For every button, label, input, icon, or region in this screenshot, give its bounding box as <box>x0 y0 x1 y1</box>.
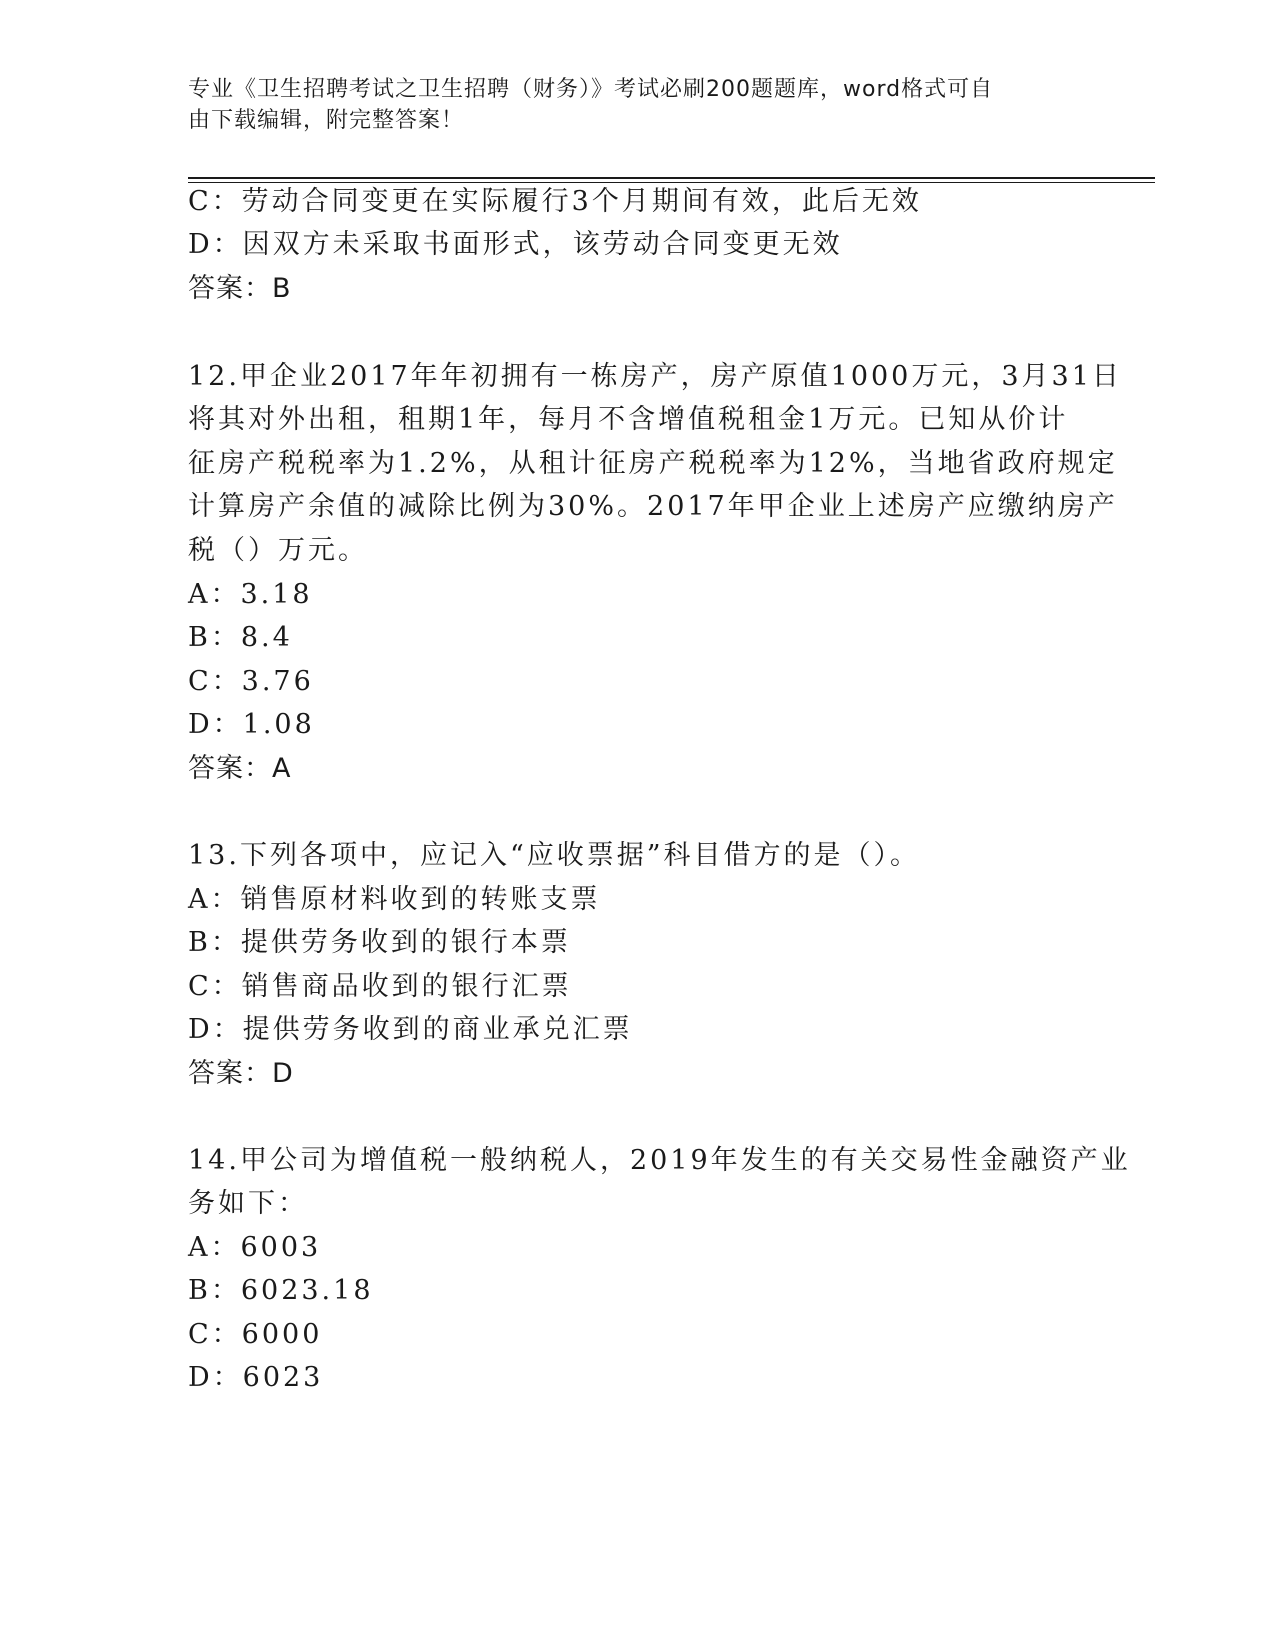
prev-answer <box>188 270 292 308</box>
q12-stem-line-4: 计算房产余值的减除比例为30%。2017年甲企业上述房产应缴纳房产 <box>188 491 1118 522</box>
header-divider-thick <box>188 177 1155 179</box>
q14-option-b: B：6023.18 <box>188 1275 374 1306</box>
q13-option-c: C：销售商品收到的银行汇票 <box>188 971 572 1002</box>
answer-value: D <box>272 1058 294 1089</box>
q12-option-a: A：3.18 <box>188 579 313 610</box>
q12-stem-line-2: 将其对外出租，租期1年，每月不含增值税租金1万元。已知从价计 <box>188 404 1069 435</box>
q14-option-d: D：6023 <box>188 1362 324 1393</box>
answer-label: 答案： <box>188 273 272 304</box>
q12-answer <box>188 750 291 788</box>
prev-option-d: D：因双方未采取书面形式，该劳动合同变更无效 <box>188 229 843 260</box>
q12-stem-line-1: 12.甲企业2017年年初拥有一栋房产，房产原值1000万元，3月31日 <box>188 361 1122 392</box>
q12-stem-line-5: 税（）万元。 <box>188 535 368 566</box>
q12-stem-line-3: 征房产税税率为1.2%，从租计征房产税税率为12%，当地省政府规定 <box>188 448 1118 479</box>
answer-value: B <box>272 273 292 304</box>
q12-option-c: C：3.76 <box>188 666 314 697</box>
q14-stem-line-1: 14.甲公司为增值税一般纳税人，2019年发生的有关交易性金融资产业 <box>188 1145 1131 1176</box>
q13-option-b: B：提供劳务收到的银行本票 <box>188 927 571 958</box>
document-header <box>188 74 1068 136</box>
q14-stem-line-2: 务如下： <box>188 1188 308 1219</box>
q13-option-a: A：销售原材料收到的转账支票 <box>188 884 601 915</box>
answer-value: A <box>272 753 292 784</box>
prev-option-c: C：劳动合同变更在实际履行3个月期间有效，此后无效 <box>188 186 922 217</box>
q12-option-b: B：8.4 <box>188 622 293 653</box>
q14-option-c: C：6000 <box>188 1319 323 1350</box>
q13-stem-line-1: 13.下列各项中，应记入“应收票据”科目借方的是（）。 <box>188 840 921 871</box>
q13-answer <box>188 1055 294 1093</box>
header-line-2: 由下载编辑，附完整答案！ <box>188 108 465 133</box>
answer-label: 答案： <box>188 1058 272 1089</box>
q12-option-d: D：1.08 <box>188 709 315 740</box>
q14-option-a: A：6003 <box>188 1232 322 1263</box>
answer-label: 答案： <box>188 753 272 784</box>
q13-option-d: D：提供劳务收到的商业承兑汇票 <box>188 1014 633 1045</box>
header-line-1: 专业《卫生招聘考试之卫生招聘（财务）》考试必刷200题题库，word格式可自 <box>188 77 994 102</box>
